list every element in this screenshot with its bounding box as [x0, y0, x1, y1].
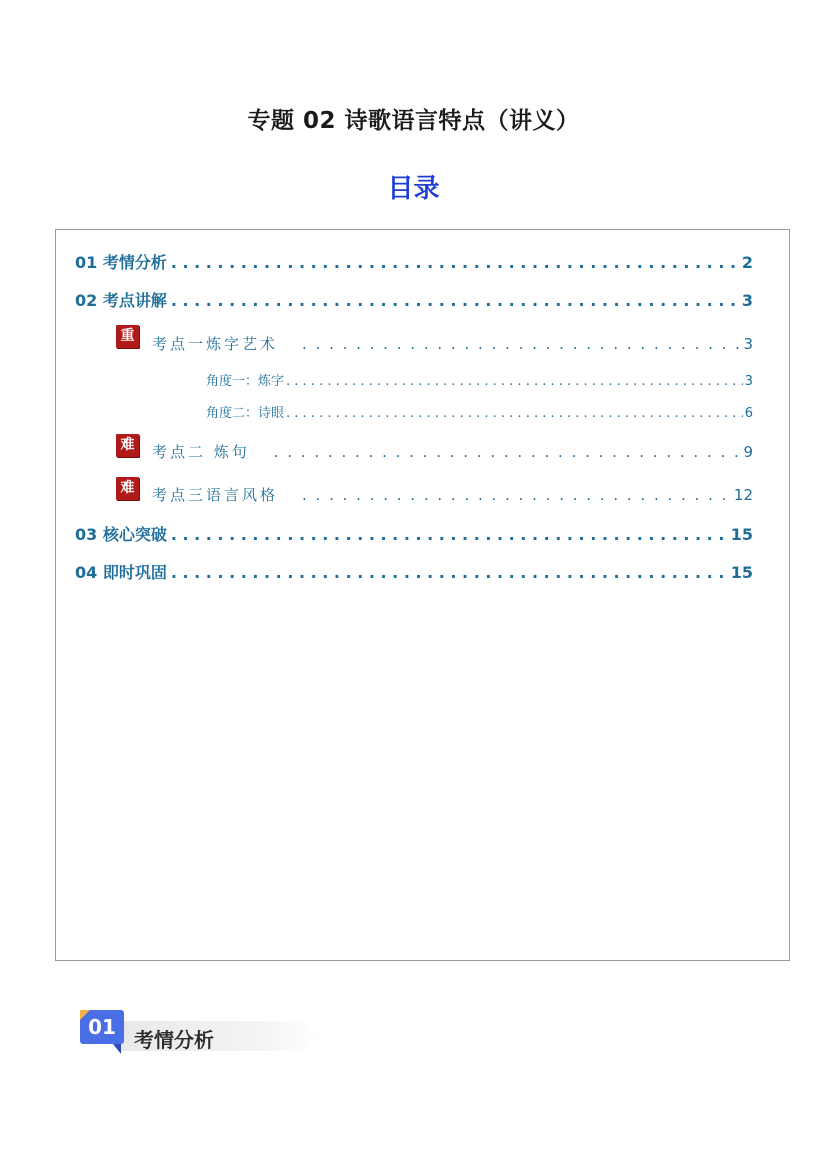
toc-entry-label: 角度二：诗眼	[206, 406, 285, 421]
toc-entry-page: 3	[744, 374, 753, 389]
key-point-badge: 重	[116, 325, 139, 348]
toc-entry-consolidation[interactable]	[75, 560, 753, 583]
toc-entry-page: 15	[730, 563, 753, 582]
toc-entry-point-one[interactable]	[152, 333, 753, 354]
toc-entry-page: 12	[733, 486, 753, 504]
difficult-point-badge: 难	[116, 477, 139, 500]
toc-entry-label: 考点二 炼句	[152, 443, 250, 461]
toc-entry-page: 6	[744, 406, 753, 421]
toc-entry-label: 01 考情分析	[75, 253, 167, 272]
toc-entry-page: 9	[743, 443, 753, 461]
toc-heading: 目录	[387, 174, 440, 204]
toc-entry-angle-two[interactable]	[206, 402, 753, 421]
dot-leader	[286, 374, 743, 389]
dot-leader	[171, 253, 738, 272]
toc-entry-page: 15	[730, 525, 753, 544]
document-title: 专题 02 诗歌语言特点（讲义）	[247, 108, 580, 134]
toc-entry-exam-analysis[interactable]	[75, 250, 753, 273]
toc-entry-label: 04 即时巩固	[75, 563, 167, 582]
toc-entry-point-two[interactable]	[152, 441, 753, 462]
toc-entry-key-points[interactable]	[75, 288, 753, 311]
dot-leader	[286, 406, 743, 421]
banner-tail-accent	[113, 1044, 121, 1054]
dot-leader	[171, 563, 727, 582]
toc-entry-page: 3	[743, 335, 753, 353]
section-banner	[80, 1010, 270, 1055]
toc-entry-label: 02 考点讲解	[75, 291, 167, 310]
toc-entry-page: 3	[741, 291, 753, 310]
dot-leader	[302, 335, 739, 353]
dot-leader	[302, 486, 730, 504]
toc-entry-label: 考点一炼字艺术	[152, 335, 279, 353]
dot-leader	[171, 291, 738, 310]
section-number: 01	[80, 1010, 124, 1044]
toc-entry-page: 2	[741, 253, 753, 272]
toc-entry-point-three[interactable]	[152, 484, 753, 505]
toc-entry-core-breakthrough[interactable]	[75, 522, 753, 545]
toc-entry-angle-one[interactable]	[206, 370, 753, 389]
dot-leader	[171, 525, 727, 544]
dot-leader	[274, 443, 740, 461]
toc-entry-label: 考点三语言风格	[152, 486, 279, 504]
banner-corner-accent	[80, 1010, 90, 1020]
section-label: 考情分析	[134, 1028, 214, 1052]
toc-entry-label: 角度一：炼字	[206, 374, 285, 389]
toc-entry-label: 03 核心突破	[75, 525, 167, 544]
difficult-point-badge: 难	[116, 434, 139, 457]
